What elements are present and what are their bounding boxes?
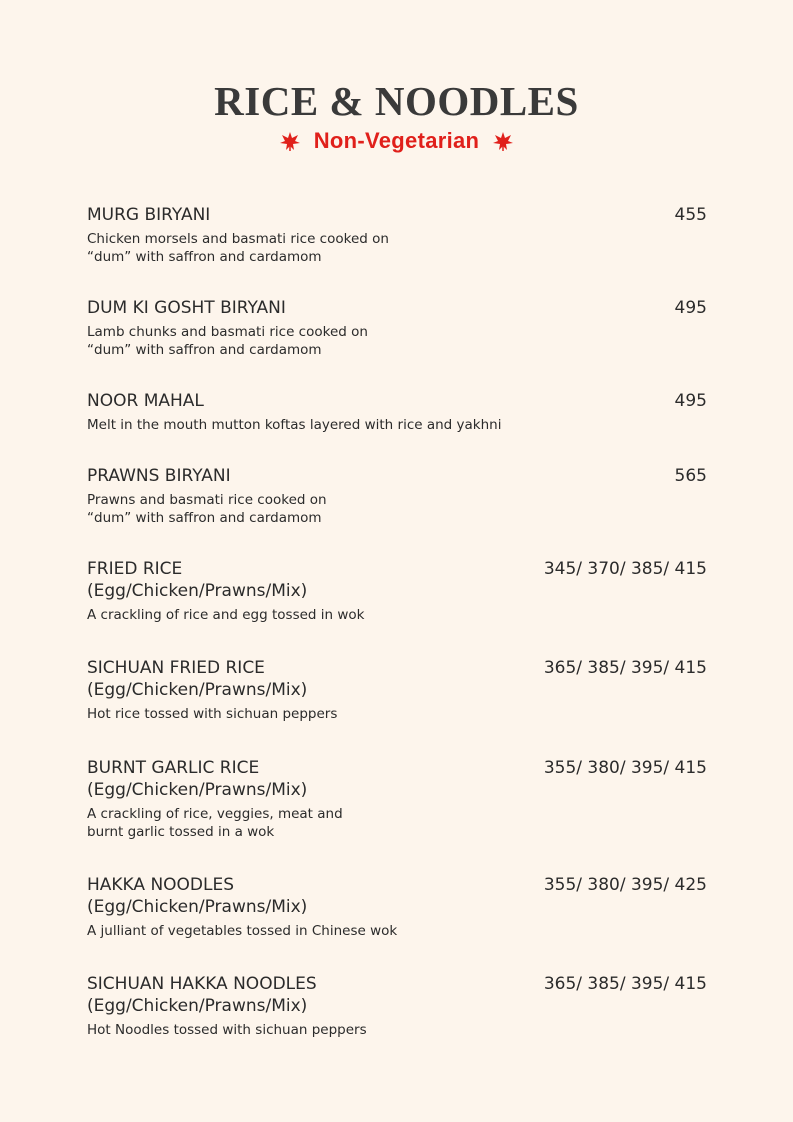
item-name: PRAWNS BIRYANI <box>87 466 231 486</box>
item-description: Hot rice tossed with sichuan peppers <box>87 706 338 722</box>
item-description: Chicken morsels and basmati rice cooked on “dum” with saffron and cardamom <box>87 231 389 265</box>
item-variants: (Egg/Chicken/Prawns/Mix) <box>87 996 308 1016</box>
item-description: Prawns and basmati rice cooked on “dum” with saffron and cardamom <box>87 492 327 526</box>
item-variants: (Egg/Chicken/Prawns/Mix) <box>87 780 308 800</box>
item-description: Melt in the mouth mutton koftas layered with rice and yakhni <box>87 417 502 433</box>
leaf-ornament-icon <box>278 130 302 152</box>
menu-item <box>87 390 707 434</box>
section-subtitle: Non-Vegetarian <box>313 128 480 153</box>
item-price: 565 <box>674 466 707 486</box>
menu-item <box>87 297 707 359</box>
item-price: 455 <box>674 205 707 225</box>
menu-item <box>87 757 707 841</box>
leaf-ornament-icon <box>491 130 515 152</box>
menu-item <box>87 657 707 723</box>
menu-item <box>87 874 707 940</box>
item-price: 355/ 380/ 395/ 415 <box>543 758 707 778</box>
item-price: 365/ 385/ 395/ 415 <box>543 658 707 678</box>
item-description: Hot Noodles tossed with sichuan peppers <box>87 1022 367 1038</box>
item-name: NOOR MAHAL <box>87 391 204 411</box>
item-description: A crackling of rice, veggies, meat and burnt garlic tossed in a wok <box>87 806 343 840</box>
page-title: RICE & NOODLES <box>214 78 579 124</box>
item-variants: (Egg/Chicken/Prawns/Mix) <box>87 581 308 601</box>
item-description: A julliant of vegetables tossed in Chinese wok <box>87 923 398 939</box>
item-price: 495 <box>674 391 707 411</box>
item-price: 345/ 370/ 385/ 415 <box>543 559 707 579</box>
item-price: 365/ 385/ 395/ 415 <box>543 974 707 994</box>
item-name: HAKKA NOODLES <box>87 875 235 895</box>
item-name: SICHUAN HAKKA NOODLES <box>87 974 317 994</box>
item-description: Lamb chunks and basmati rice cooked on “dum” with saffron and cardamom <box>87 324 368 358</box>
menu-item <box>87 558 707 624</box>
item-price: 355/ 380/ 395/ 425 <box>543 875 707 895</box>
section-subtitle-row <box>0 126 793 156</box>
item-name: DUM KI GOSHT BIRYANI <box>87 298 286 318</box>
item-variants: (Egg/Chicken/Prawns/Mix) <box>87 897 308 917</box>
menu-item <box>87 204 707 266</box>
item-variants: (Egg/Chicken/Prawns/Mix) <box>87 680 308 700</box>
item-name: FRIED RICE <box>87 559 183 579</box>
item-description: A crackling of rice and egg tossed in wok <box>87 607 365 623</box>
menu-item <box>87 465 707 527</box>
item-name: SICHUAN FRIED RICE <box>87 658 265 678</box>
item-name: MURG BIRYANI <box>87 205 211 225</box>
item-name: BURNT GARLIC RICE <box>87 758 260 778</box>
menu-item <box>87 973 707 1039</box>
item-price: 495 <box>674 298 707 318</box>
